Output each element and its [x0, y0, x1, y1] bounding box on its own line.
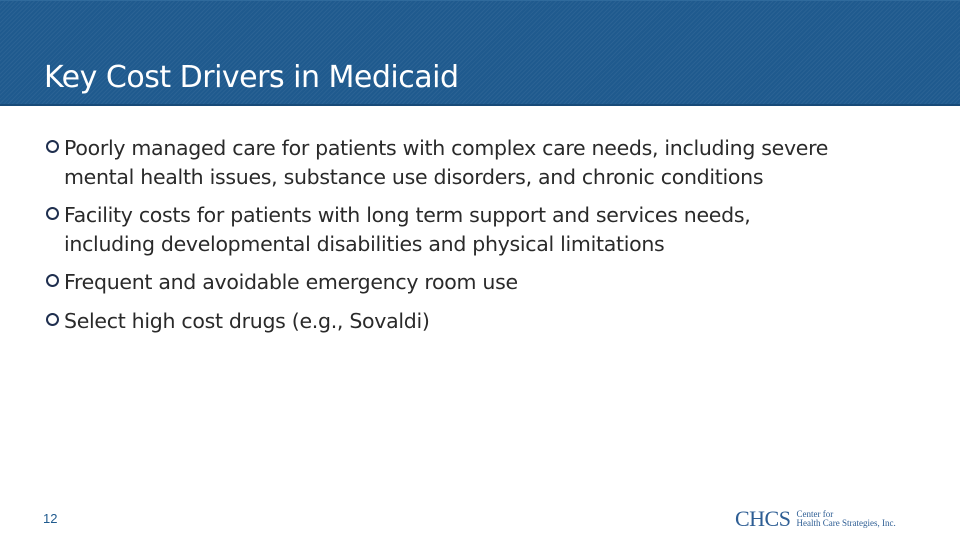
title-bar-underline	[0, 104, 960, 106]
bullet-item	[46, 134, 846, 191]
bullet-text: Poorly managed care for patients with complex care needs, including severe mental health issues, substance use disorders, and chronic conditions	[64, 136, 829, 189]
hollow-circle-bullet-icon	[46, 313, 59, 326]
page-number: 12	[43, 511, 58, 526]
chcs-logo	[735, 508, 896, 530]
hollow-circle-bullet-icon	[46, 274, 59, 287]
hollow-circle-bullet-icon	[46, 207, 59, 220]
bullet-text: Facility costs for patients with long term support and services needs, including developmental disabilities and physical limitations	[64, 203, 751, 256]
bullet-item	[46, 201, 846, 258]
logo-subtitle-line2: Health Care Strategies, Inc.	[796, 518, 896, 528]
logo-mark: CHCS	[735, 506, 791, 531]
bullet-text: Select high cost drugs (e.g., Sovaldi)	[64, 308, 430, 333]
bullet-item	[46, 268, 846, 297]
bullet-text: Frequent and avoidable emergency room use	[64, 270, 518, 294]
bullet-item	[46, 307, 846, 336]
hollow-circle-bullet-icon	[46, 140, 59, 153]
logo-subtitle	[796, 510, 895, 528]
bullet-list	[46, 134, 846, 345]
slide-title: Key Cost Drivers in Medicaid	[44, 60, 459, 95]
logo-subtitle-line1: Center for	[796, 509, 834, 519]
